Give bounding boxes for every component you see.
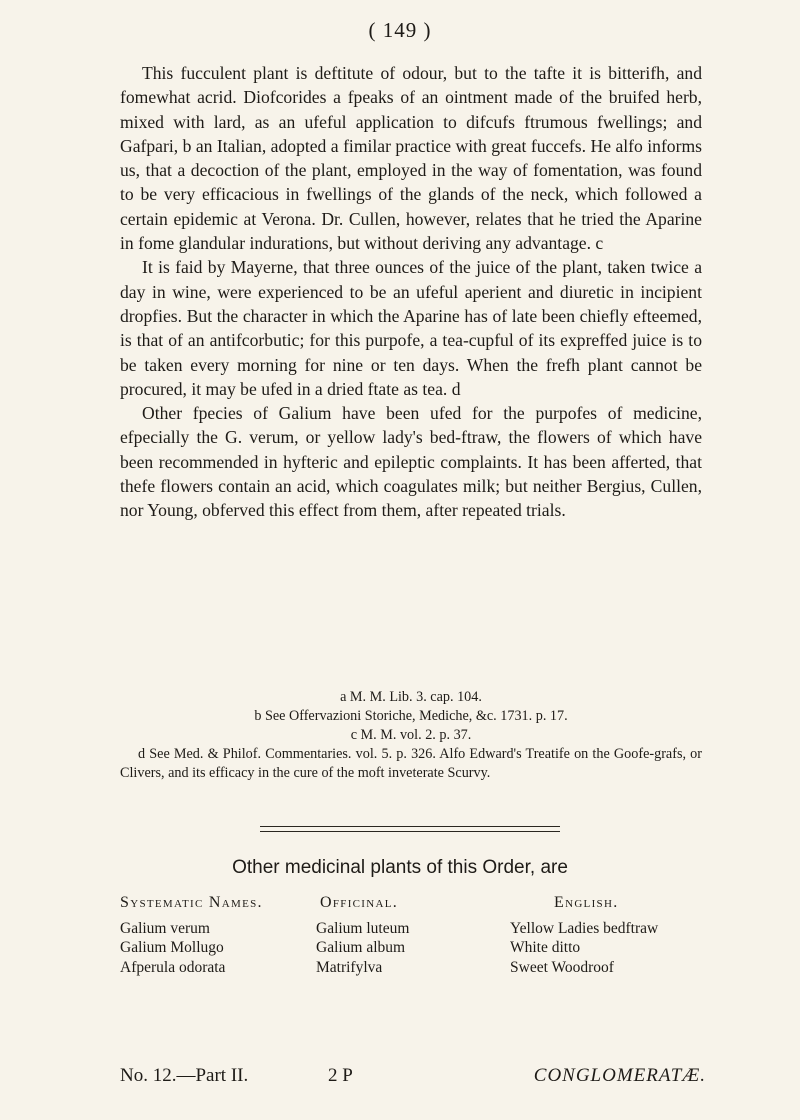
table-cell: Afperula odorata (120, 958, 226, 976)
catchword: CONGLOMERATÆ. (533, 1065, 706, 1086)
footnote-a: a M. M. Lib. 3. cap. 104. (340, 689, 482, 705)
table-cell: Galium luteum (316, 919, 410, 937)
table-cell: Galium album (316, 939, 406, 956)
body-text (120, 61, 702, 523)
footnote-c: c M. M. vol. 2. p. 37. (350, 727, 472, 743)
footnote-b: b See Offervazioni Storiche, Mediche, &c. 1731. p. 17. (254, 708, 568, 724)
column-english (510, 893, 706, 977)
divider-rule (260, 826, 560, 827)
column-systematic (120, 893, 320, 977)
footnotes (120, 688, 702, 783)
page-number: ( 149 ) (368, 18, 432, 42)
paragraph: Other fpecies of Galium have been ufed for the purpofes of medicine, efpecially the G. verum, or yellow lady's bed-ftraw, the flowers of which have been recommended in hyfteric and epileptic complaints. It has been afferted, that thefe flowers contain an acid, which coagulates milk; but neither Bergius, Cullen, nor Young, obferved this effect from them, after repeated trials. (120, 403, 702, 521)
footnote-d: d See Med. & Philof. Commentaries. vol. 5. p. 326. Alfo Edward's Treatife on the Goofe-grafs, or Clivers, and its efficacy in the cure of the moft inveterate Scurvy. (120, 746, 702, 781)
table-cell: Galium verum (120, 919, 210, 937)
paragraph: This fucculent plant is deftitute of odour, but to the tafte it is bitterifh, and fomewhat acrid. Diofcorides a fpeaks of an ointment made of the bruifed herb, mixed with lard, as an ufeful application to difcufs ftrumous fwellings; and Gafpari, b an Italian, adopted a fimilar practice with great fuccefs. He alfo informs us, that a decoction of the plant, employed in the way of fomentation, was found to be very efficacious in fwellings of the glands of the neck, which followed a certain epidemic at Verona. Dr. Cullen, however, relates that he tried the Aparine in fome glandular indurations, but without deriving any advantage. c (120, 63, 702, 254)
table-cell: Matrifylva (316, 958, 383, 976)
section-title: Other medicinal plants of this Order, are (232, 857, 568, 878)
divider-rule (260, 831, 560, 832)
signature-mark: 2 P (328, 1065, 353, 1086)
column-header: Officinal. (320, 894, 399, 911)
column-officinal (316, 893, 516, 977)
table-cell: White ditto (510, 939, 581, 956)
table-cell: Galium Mollugo (120, 939, 224, 956)
table-cell: Sweet Woodroof (510, 958, 614, 976)
paragraph: It is faid by Mayerne, that three ounces of the juice of the plant, taken twice a day in wine, were experienced to be an ufeful aperient and diuretic in incipient dropfies. But the character in which the Aparine has of late been chiefly efteemed, is that of an antifcorbutic; for this purpofe, a tea-cupful of its expreffed juice is to be taken every morning for nine or ten days. When the frefh plant cannot be procured, it may be ufed in a dried ftate as tea. d (120, 257, 702, 399)
column-header: Systematic Names. (120, 894, 263, 911)
part-number: No. 12.—Part II. (120, 1065, 249, 1086)
table-cell: Yellow Ladies bedftraw (510, 919, 659, 937)
column-header: English. (554, 894, 619, 911)
